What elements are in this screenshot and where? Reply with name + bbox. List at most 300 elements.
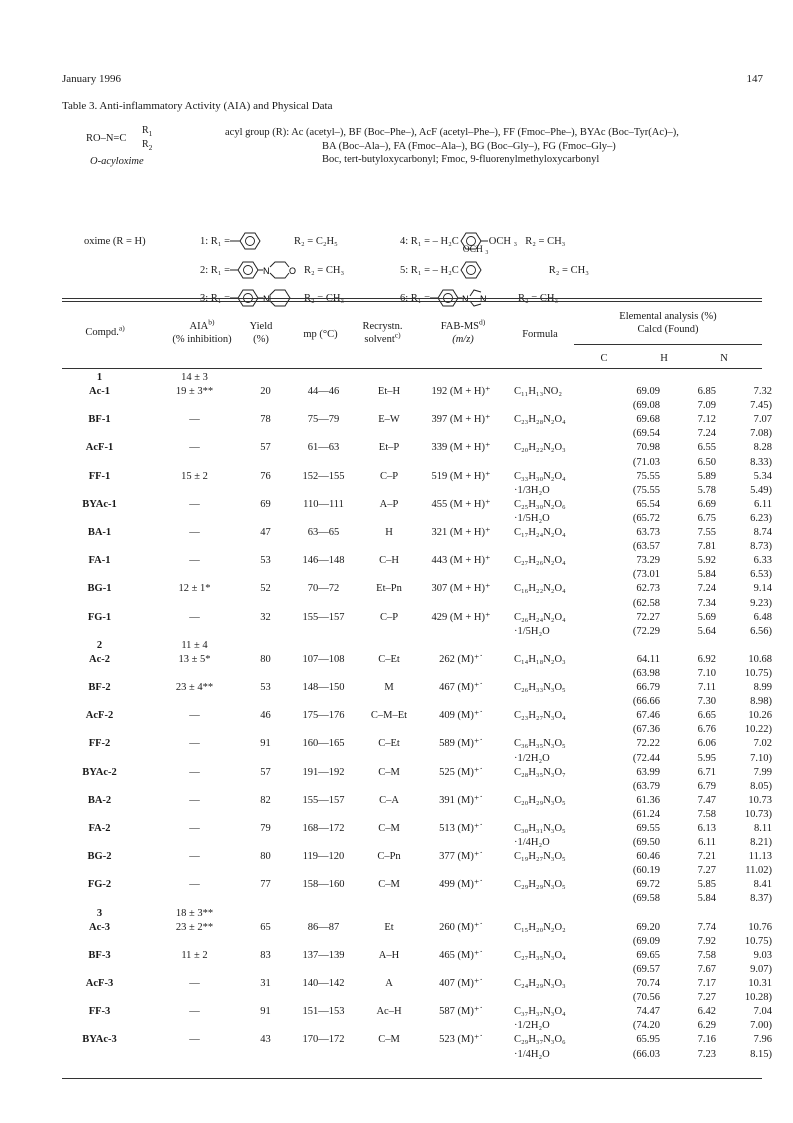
cell-h: 7.12 (697, 414, 716, 426)
cell-fabms: 587 (M)⁺˙ (439, 1006, 483, 1018)
cell-mp (289, 371, 358, 385)
cell-yield: 47 (260, 527, 271, 539)
cell-recrystn (358, 540, 420, 554)
cell-recrystn: C–A (379, 794, 399, 806)
cell-compd: Ac-2 (89, 653, 110, 665)
cell-compd (62, 808, 147, 822)
cell-c: (60.19 (632, 865, 660, 877)
cell-compd: FF-3 (88, 1006, 111, 1018)
cell-mp (289, 484, 358, 498)
cell-mp (289, 864, 358, 878)
table-row (62, 371, 774, 385)
cell-recrystn: A–H (378, 949, 400, 961)
cell-h: 6.92 (697, 653, 716, 665)
table-row (62, 822, 774, 836)
cell-n: 5.34 (753, 470, 772, 482)
cell-mp (289, 1019, 358, 1033)
table-row (62, 977, 774, 991)
cell-mp: 191—192 (302, 766, 345, 778)
table-row (62, 667, 774, 681)
cell-n: 5.49) (750, 484, 772, 496)
table-row (62, 385, 774, 399)
cell-h: 7.67 (697, 963, 716, 975)
cell-fabms (420, 991, 502, 1005)
cell-recrystn: C–M (378, 766, 400, 778)
cell-fabms (420, 484, 502, 498)
cell-c: 69.72 (636, 879, 660, 891)
cell-c: 69.09 (636, 386, 660, 398)
cell-compd (62, 963, 147, 977)
cell-h: 6.11 (698, 837, 716, 849)
cell-recrystn (358, 808, 420, 822)
cell-h: 7.09 (697, 400, 716, 412)
cell-recrystn: Et–Pn (376, 583, 402, 595)
cell-n: 6.33 (753, 555, 772, 567)
cell-c: 62.73 (636, 583, 660, 595)
cell-fabms (420, 963, 502, 977)
cell-c (604, 639, 666, 653)
cell-n: 9.07) (750, 963, 772, 975)
cell-h: 6.42 (697, 1006, 716, 1018)
cell-formula (502, 371, 604, 385)
cell-compd: FG-1 (87, 611, 112, 623)
cell-h: 7.81 (697, 541, 716, 553)
table-top-rule-2 (62, 301, 762, 302)
cell-fabms (420, 892, 502, 906)
table-row (62, 723, 774, 737)
cell-compd: BYAc-1 (82, 498, 117, 510)
table-row (62, 695, 774, 709)
cell-c: 69.68 (636, 414, 660, 426)
cell-h (666, 907, 724, 921)
cell-n: 10.22) (744, 724, 772, 736)
cell-mp (289, 1048, 358, 1062)
cell-c: 64.11 (636, 653, 660, 665)
header-h: H (660, 353, 668, 364)
cell-recrystn (358, 1048, 420, 1062)
cell-mp (289, 836, 358, 850)
cell-recrystn (358, 780, 420, 794)
svg-text:O: O (289, 266, 297, 276)
table-row (62, 568, 774, 582)
cell-h: 6.55 (697, 442, 716, 454)
cell-aia: — (189, 738, 200, 750)
morpholinophenyl-ring-icon (230, 259, 296, 281)
cell-compd: 3 (96, 907, 103, 919)
cell-recrystn (358, 892, 420, 906)
oxime-label: oxime (R = H) (84, 236, 146, 247)
cell-formula (502, 892, 604, 906)
cell-compd: BYAc-2 (82, 766, 117, 778)
cell-compd (62, 1019, 147, 1033)
cell-mp: 107—108 (302, 653, 345, 665)
cell-n: 11.02) (745, 865, 772, 877)
table-row (62, 878, 774, 892)
cell-c: (62.58 (632, 597, 660, 609)
cell-n: 8.37) (750, 893, 772, 905)
cell-compd (62, 1048, 147, 1062)
cell-formula: ·1/5H₂O (514, 625, 550, 637)
cell-n: 7.02 (753, 738, 772, 750)
cell-mp (289, 892, 358, 906)
cell-aia (147, 1019, 242, 1033)
cell-aia (147, 625, 242, 639)
cell-recrystn: H (385, 527, 393, 539)
table-row (62, 737, 774, 751)
cell-c: 65.95 (636, 1034, 660, 1046)
cell-formula: C₂₀H₂₂N₂O₃ (514, 442, 566, 454)
cell-formula (502, 639, 604, 653)
cell-compd (62, 752, 147, 766)
cell-mp: 140—142 (302, 978, 345, 990)
cell-mp (289, 639, 358, 653)
cell-fabms: 409 (M)⁺˙ (439, 710, 483, 722)
cell-c: 74.47 (636, 1006, 660, 1018)
cell-mp: 155—157 (302, 611, 345, 623)
cell-fabms (420, 540, 502, 554)
cell-mp: 175—176 (302, 710, 345, 722)
svg-text:N: N (480, 294, 487, 304)
table-row (62, 1005, 774, 1019)
cell-yield (242, 1019, 289, 1033)
cell-h: 7.27 (697, 865, 716, 877)
cell-compd (62, 540, 147, 554)
cell-n: 10.73 (748, 794, 772, 806)
cell-mp (289, 780, 358, 794)
cell-h: 5.78 (697, 484, 716, 496)
cell-compd: BF-3 (88, 949, 111, 961)
cell-h: 7.27 (697, 992, 716, 1004)
oxime-6-structure: 6 : R₁ = N N R₂ = CH₃ (400, 287, 558, 309)
cell-recrystn (358, 456, 420, 470)
cell-fabms: 260 (M)⁺˙ (439, 921, 483, 933)
cell-n: 7.08) (750, 428, 772, 440)
cell-yield (242, 667, 289, 681)
cell-yield: 53 (260, 682, 271, 694)
cell-n: 8.41 (753, 879, 772, 891)
cell-mp: 168—172 (302, 823, 345, 834)
cell-yield (242, 864, 289, 878)
cell-aia (147, 427, 242, 441)
header-mp: mp (°C) (303, 329, 338, 340)
cell-compd (62, 512, 147, 526)
cell-h: 7.30 (697, 696, 716, 708)
cell-h: 7.10 (697, 667, 716, 679)
cell-aia: 14 ± 3 (181, 372, 208, 383)
cell-compd: AcF-3 (85, 978, 114, 990)
cell-compd (62, 723, 147, 737)
cell-formula: ·1/2H₂O (514, 1020, 550, 1032)
header-compd: Compd.$^{a)}$ (85, 323, 125, 338)
cell-recrystn: C–M (378, 823, 400, 834)
cell-aia (147, 695, 242, 709)
cell-formula: C₂₃H₂₈N₂O₄ (514, 414, 566, 426)
cell-fabms: 262 (M)⁺˙ (439, 653, 483, 665)
cell-n: 7.32 (753, 386, 772, 398)
cell-yield: 91 (260, 1006, 271, 1018)
cell-yield: 43 (260, 1034, 271, 1046)
cell-aia: — (189, 851, 200, 863)
cell-h: 6.50 (697, 456, 716, 468)
cell-recrystn: C–Et (378, 738, 400, 750)
cell-fabms (420, 752, 502, 766)
table-row (62, 681, 774, 695)
cell-c: (69.08 (632, 400, 660, 412)
cell-fabms (420, 808, 502, 822)
cell-aia (147, 808, 242, 822)
cell-c: (69.54 (632, 428, 660, 440)
cell-c: (72.44 (632, 752, 660, 764)
cell-formula (502, 695, 604, 709)
cell-compd: AcF-1 (85, 442, 114, 454)
cell-c: 63.99 (636, 766, 660, 778)
cell-h: 6.71 (697, 766, 716, 778)
data-table-body (62, 371, 774, 1062)
table-row (62, 921, 774, 935)
cell-n: 6.48 (753, 611, 772, 623)
table-row (62, 850, 774, 864)
table-row (62, 498, 774, 512)
cell-n: 10.26 (748, 710, 772, 722)
cell-n: 6.23) (750, 512, 772, 524)
cell-mp (289, 935, 358, 949)
cell-h: 7.55 (697, 527, 716, 539)
cell-fabms: 321 (M + H)⁺ (431, 527, 491, 539)
table-header-rule (62, 368, 762, 369)
cell-aia: — (189, 823, 200, 834)
cell-fabms: 391 (M)⁺˙ (439, 794, 483, 806)
cell-yield (242, 780, 289, 794)
oxime-2-structure: 2 : R₁ = N O R₂ = CH₃ (200, 259, 344, 281)
cell-formula: C₁₇H₂₄N₂O₄ (514, 527, 566, 539)
cell-yield (242, 907, 289, 921)
cell-c: 65.54 (636, 498, 660, 510)
cell-formula: C₁₄H₁₈N₂O₃ (514, 653, 566, 665)
cell-recrystn (358, 1019, 420, 1033)
cell-yield (242, 991, 289, 1005)
table-row (62, 1048, 774, 1062)
cell-yield (242, 639, 289, 653)
cell-n: 7.96 (753, 1034, 772, 1046)
table-row (62, 1019, 774, 1033)
header-elemental: Elemental analysis (%) Calcd (Found) (619, 311, 717, 335)
cell-c: 73.29 (636, 555, 660, 567)
cell-n: 8.99 (753, 682, 772, 694)
table-row (62, 907, 774, 921)
cell-recrystn: C–P (379, 611, 399, 623)
formula-left: RO–N=C (86, 133, 127, 144)
cell-formula (502, 427, 604, 441)
cell-aia (147, 512, 242, 526)
cell-fabms: 429 (M + H)⁺ (431, 611, 491, 623)
cell-c: (69.58 (632, 893, 660, 905)
cell-n: 8.98) (750, 696, 772, 708)
table-row (62, 963, 774, 977)
phenyl-ring-icon (230, 230, 264, 252)
cell-c: (63.79 (632, 780, 660, 792)
cell-fabms: 519 (M + H)⁺ (431, 470, 491, 482)
cell-recrystn (358, 568, 420, 582)
table-row (62, 427, 774, 441)
cell-formula: C₂₈H₃₅N₃O₇ (514, 766, 566, 778)
cell-compd (62, 892, 147, 906)
cell-recrystn (358, 723, 420, 737)
cell-mp (289, 695, 358, 709)
cell-yield: 65 (260, 921, 271, 933)
cell-aia: 11 ± 2 (181, 949, 208, 961)
table-row (62, 611, 774, 625)
cell-yield (242, 427, 289, 441)
cell-fabms: 339 (M + H)⁺ (431, 442, 491, 454)
cell-n: 7.45) (750, 400, 772, 412)
cell-aia (147, 597, 242, 611)
cell-aia: 13 ± 5* (178, 653, 211, 665)
cell-formula (502, 540, 604, 554)
cell-h: 6.85 (697, 386, 716, 398)
cell-c: (69.50 (632, 837, 660, 849)
cell-compd: FA-2 (88, 823, 111, 834)
cell-n: 10.75) (744, 935, 772, 947)
acyl-line-2: BA (Boc–Ala–), FA (Fmoc–Ala–), BG (Boc–Gly–), FG (Fmoc–Gly–) (322, 140, 616, 152)
cell-mp (289, 907, 358, 921)
cell-fabms: 523 (M)⁺˙ (439, 1034, 483, 1046)
cell-yield (242, 456, 289, 470)
table-row (62, 512, 774, 526)
cell-c: (69.09 (632, 935, 660, 947)
cell-mp: 63—65 (307, 527, 340, 539)
formula-r2: $R_2$ (142, 139, 153, 152)
cell-recrystn: C–H (379, 555, 399, 567)
cell-aia (147, 399, 242, 413)
cell-h: 7.58 (697, 949, 716, 961)
table-row (62, 399, 774, 413)
cell-mp: 146—148 (302, 555, 345, 567)
cell-compd: 2 (96, 639, 103, 651)
cell-c: (67.36 (632, 724, 660, 736)
cell-fabms: 513 (M)⁺˙ (439, 823, 483, 834)
cell-yield (242, 568, 289, 582)
cell-aia (147, 540, 242, 554)
cell-recrystn: Et–P (378, 442, 400, 454)
cell-yield (242, 935, 289, 949)
header-c: C (600, 353, 608, 364)
cell-compd (62, 568, 147, 582)
cell-fabms (420, 639, 502, 653)
cell-h: 7.92 (697, 935, 716, 947)
cell-h (666, 371, 724, 385)
cell-n: 7.99 (753, 766, 772, 778)
table-row (62, 864, 774, 878)
cell-h: 5.95 (697, 752, 716, 764)
cell-mp: 152—155 (302, 470, 345, 482)
cell-aia: 23 ± 4** (175, 682, 214, 694)
cell-aia: — (189, 978, 200, 990)
cell-n: 6.11 (754, 498, 772, 510)
cell-yield: 76 (260, 470, 271, 482)
cell-recrystn (358, 991, 420, 1005)
cell-fabms (420, 371, 502, 385)
cell-formula (502, 456, 604, 470)
oxime-5-structure: 5 : R₁ = – H₂C OCH ₃ R₂ = CH₃ (400, 259, 589, 281)
table-row (62, 780, 774, 794)
cell-aia: — (189, 766, 200, 778)
cell-compd: BF-1 (88, 414, 111, 426)
cell-n (724, 907, 774, 921)
cell-aia: — (189, 442, 200, 454)
cell-fabms (420, 864, 502, 878)
cell-mp (289, 625, 358, 639)
cell-n: 7.10) (750, 752, 772, 764)
cell-mp: 137—139 (302, 949, 345, 961)
svg-text:N: N (263, 294, 270, 304)
cell-compd (62, 667, 147, 681)
cell-n: 10.76 (748, 921, 772, 933)
cell-formula (502, 597, 604, 611)
cell-h: 6.79 (697, 780, 716, 792)
cell-compd (62, 991, 147, 1005)
cell-fabms: 525 (M)⁺˙ (439, 766, 483, 778)
cell-recrystn (358, 752, 420, 766)
cell-aia (147, 780, 242, 794)
cell-fabms: 397 (M + H)⁺ (431, 414, 491, 426)
methoxy-label: OCH ₃ (462, 245, 489, 255)
cell-n: 8.05) (750, 780, 772, 792)
cell-recrystn: A (385, 978, 393, 990)
cell-fabms (420, 723, 502, 737)
cell-c: (70.56 (632, 992, 660, 1004)
table-row (62, 413, 774, 427)
cell-c: 61.36 (636, 794, 660, 806)
cell-compd: BG-1 (87, 583, 112, 595)
cell-aia: — (189, 879, 200, 891)
cell-recrystn (358, 695, 420, 709)
cell-fabms (420, 625, 502, 639)
cell-aia (147, 568, 242, 582)
cell-mp (289, 427, 358, 441)
cell-mp (289, 752, 358, 766)
cell-n: 11.13 (748, 851, 772, 863)
acyl-group-legend (225, 126, 765, 167)
cell-yield (242, 723, 289, 737)
cell-n: 7.00) (750, 1020, 772, 1032)
cell-fabms: 465 (M)⁺˙ (439, 949, 483, 961)
cell-recrystn (358, 371, 420, 385)
cell-mp (289, 568, 358, 582)
cell-formula: ·1/2H₂O (514, 752, 550, 764)
cell-recrystn (358, 864, 420, 878)
cell-recrystn: Et–H (377, 386, 401, 398)
cell-c: (61.24 (632, 808, 660, 820)
cell-formula: ·1/3H₂O (514, 484, 550, 496)
header-formula: Formula (522, 329, 558, 340)
table-row (62, 836, 774, 850)
cell-formula: C₂₆H₃₃N₃O₅ (514, 682, 566, 694)
cell-yield (242, 540, 289, 554)
cell-h: 5.85 (697, 879, 716, 891)
cell-aia: — (189, 498, 200, 510)
cell-recrystn (358, 427, 420, 441)
cell-formula (502, 963, 604, 977)
cell-c: (69.57 (632, 963, 660, 975)
cell-mp: 151—153 (302, 1006, 345, 1018)
cell-h: 6.06 (697, 738, 716, 750)
cell-c: (72.29 (632, 625, 660, 637)
cell-h: 6.75 (697, 512, 716, 524)
cell-formula: C₃₀H₃₁N₃O₅ (514, 823, 566, 834)
cell-fabms (420, 512, 502, 526)
table-row (62, 935, 774, 949)
cell-aia: 11 ± 4 (181, 639, 208, 651)
